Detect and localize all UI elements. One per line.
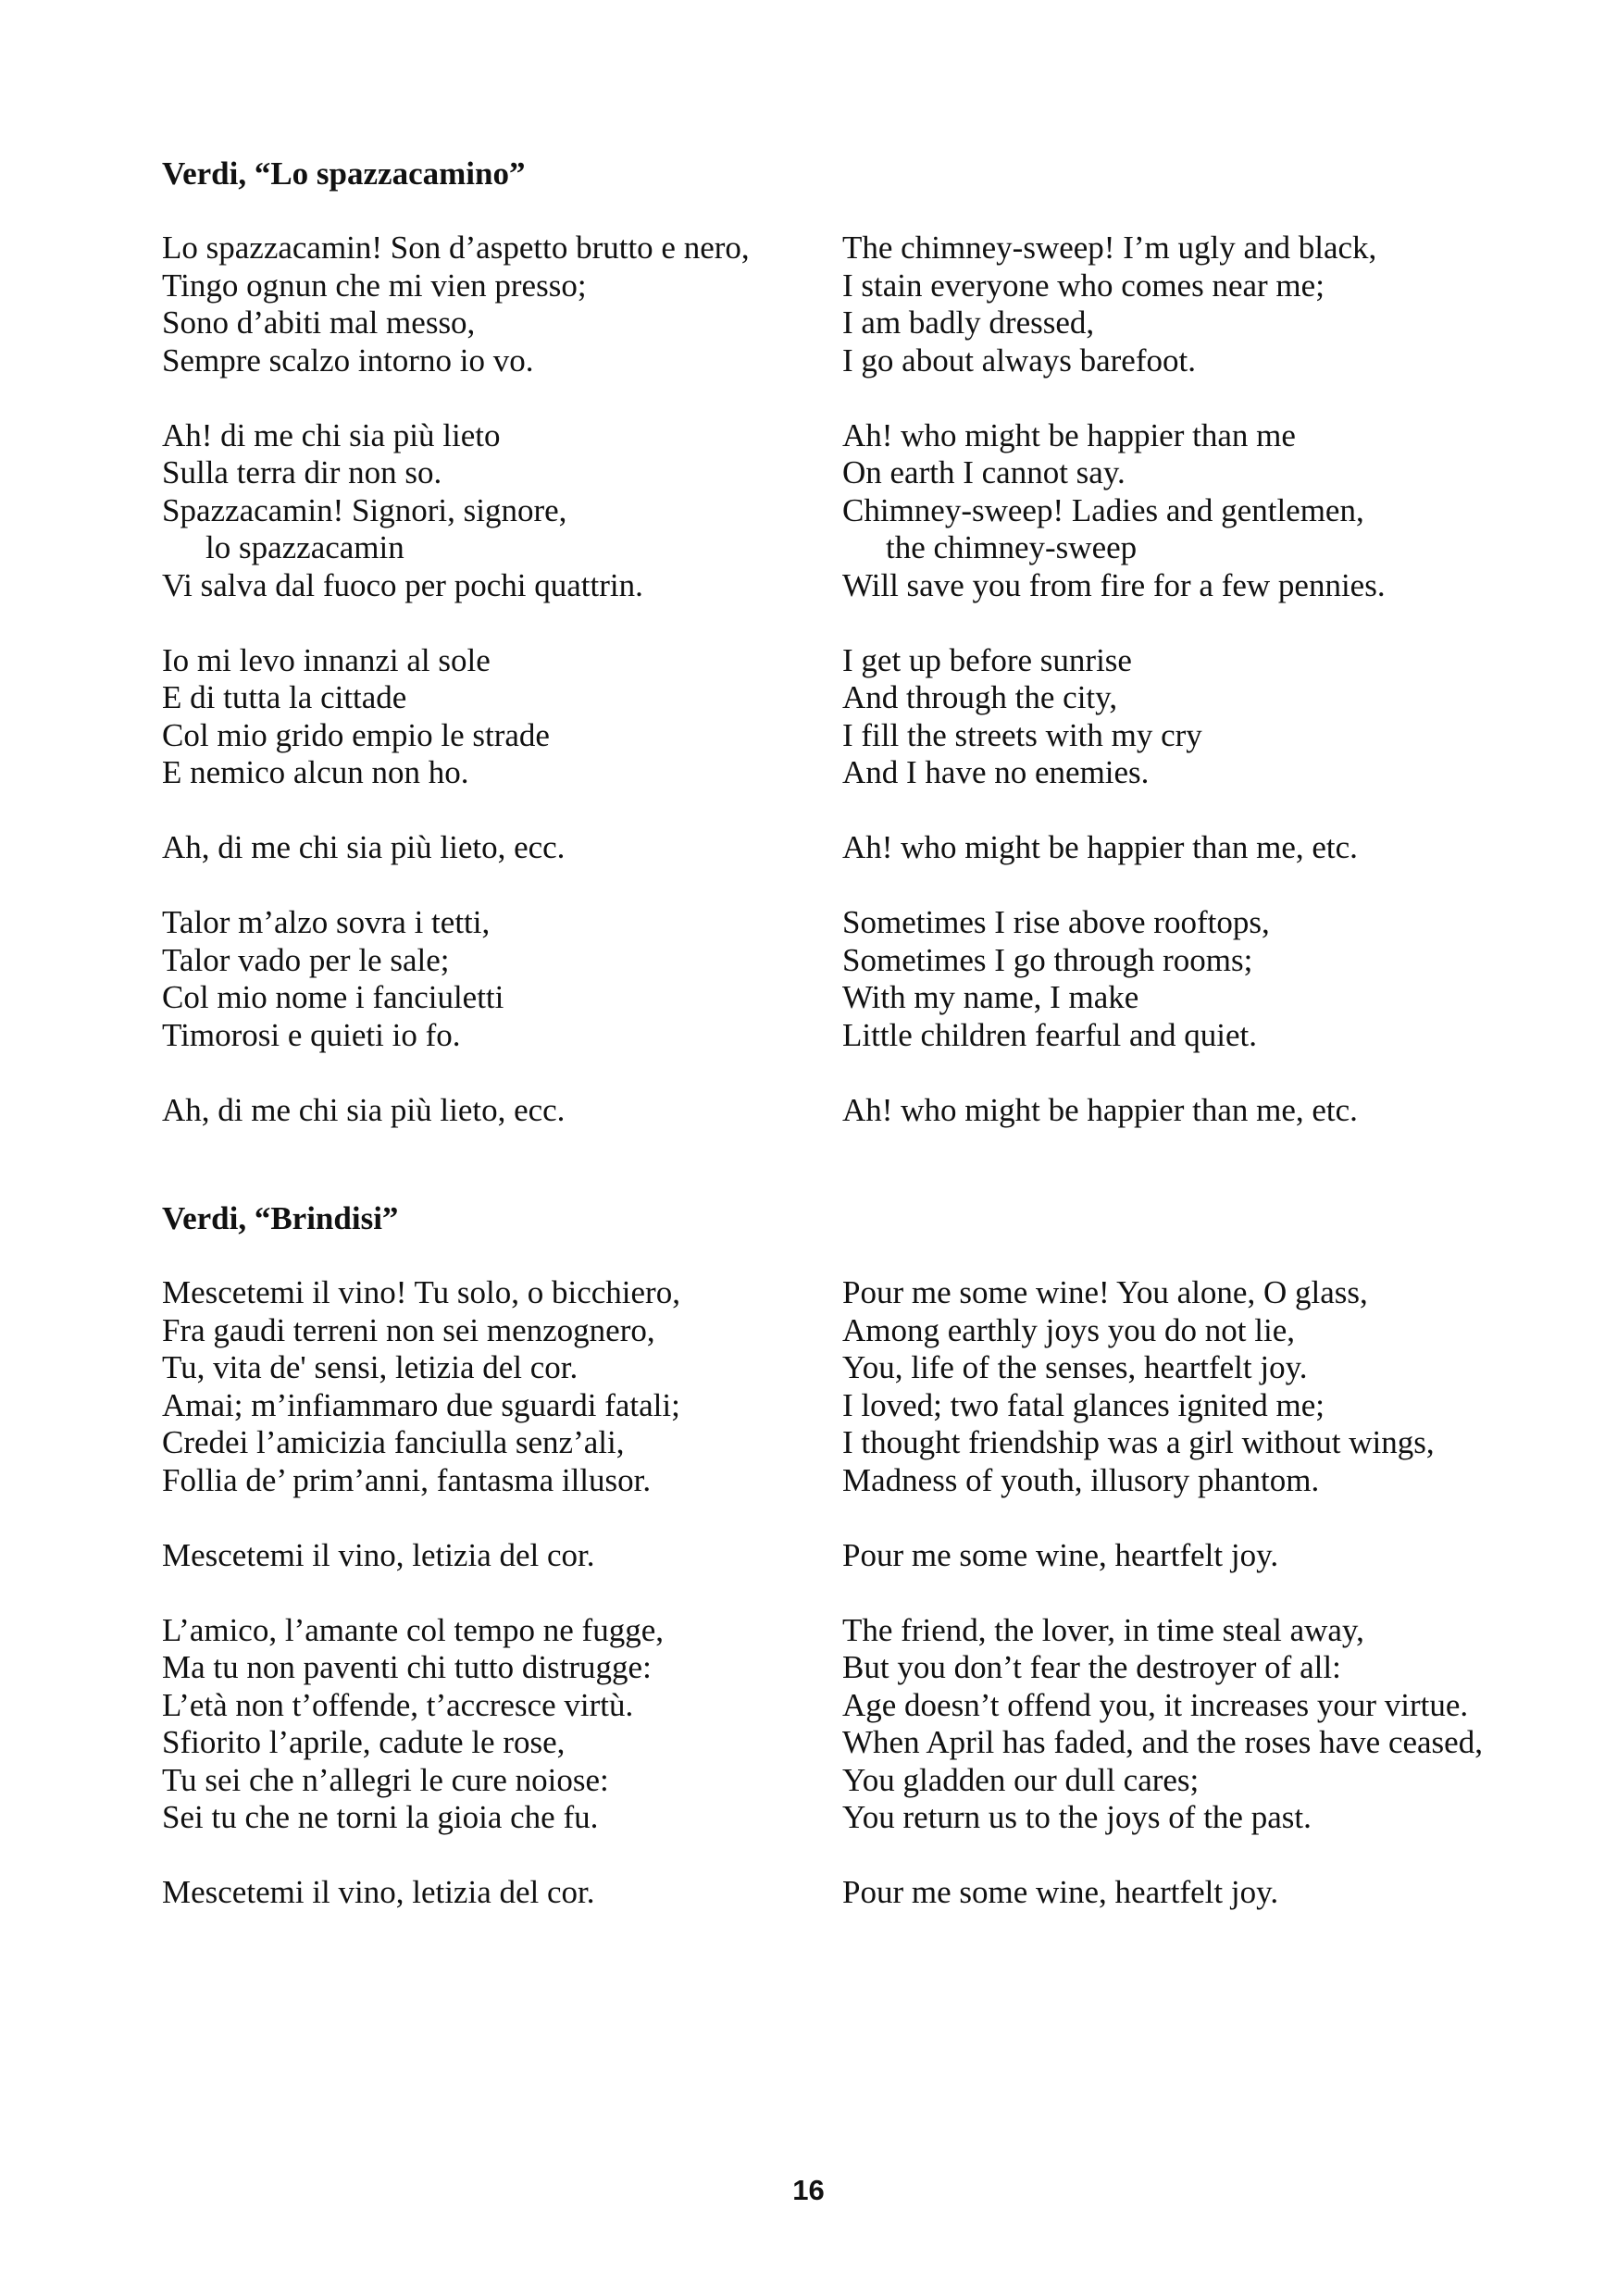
verse-line: Tu sei che n’allegri le cure noiose: (162, 1761, 609, 1798)
stanza (162, 1874, 810, 1912)
verse-line: I thought friendship was a girl without wings, (842, 1424, 1435, 1460)
verse-line: Fra gaudi terreni non sei menzognero, (162, 1311, 655, 1348)
verse-line: lo spazzacamin (205, 529, 404, 565)
verse-line: E di tutta la cittade (162, 679, 407, 715)
verse-line: Col mio grido empio le strade (162, 716, 550, 753)
verse-line: Io mi levo innanzi al sole (162, 641, 491, 678)
verse-line: Among earthly joys you do not lie, (842, 1311, 1295, 1348)
verse-line: Sometimes I rise above rooftops, (842, 904, 1270, 940)
verse-line: I fill the streets with my cry (842, 716, 1202, 753)
verse-line: With my name, I make (842, 979, 1139, 1015)
verse-line: Age doesn’t offend you, it increases your virtue. (842, 1686, 1469, 1723)
verse-line: The friend, the lover, in time steal away, (842, 1611, 1364, 1648)
stanza (162, 829, 810, 867)
verse-line: And through the city, (842, 679, 1118, 715)
stanza (162, 1274, 810, 1499)
verse-line: Will save you from fire for a few pennies. (842, 566, 1386, 603)
verse-line: Mescetemi il vino! Tu solo, o bicchiero, (162, 1274, 680, 1310)
stanza (162, 1092, 810, 1130)
verse-line: Ma tu non paventi chi tutto distrugge: (162, 1649, 652, 1685)
verse-line: You, life of the senses, heartfelt joy. (842, 1349, 1308, 1385)
stanza (162, 1612, 810, 1837)
stanza (842, 1612, 1583, 1837)
page-number: 16 (792, 2174, 825, 2206)
stanza (842, 230, 1583, 379)
verse-line: Madness of youth, illusory phantom. (842, 1461, 1320, 1498)
verse-line: Tingo ognun che mi vien presso; (162, 267, 587, 304)
verse-line: Talor vado per le sale; (162, 941, 450, 978)
verse-line: Ah! who might be happier than me, etc. (842, 829, 1358, 865)
verse-line: Sometimes I go through rooms; (842, 941, 1253, 978)
verse-line: Little children fearful and quiet. (842, 1016, 1258, 1053)
verse-line: And I have no enemies. (842, 754, 1150, 790)
verse-line: Mescetemi il vino, letizia del cor. (162, 1536, 595, 1573)
verse-line: Ah! di me chi sia più lieto (162, 416, 501, 453)
verse-line: Vi salva dal fuoco per pochi quattrin. (162, 566, 643, 603)
verse-line: I am badly dressed, (842, 304, 1095, 341)
stanza (162, 642, 810, 792)
verse-line: Sulla terra dir non so. (162, 454, 442, 490)
stanza (842, 642, 1583, 792)
verse-line: Spazzacamin! Signori, signore, (162, 491, 567, 528)
stanza (842, 1874, 1583, 1912)
verse-line: Pour me some wine! You alone, O glass, (842, 1274, 1368, 1310)
verse-line: Mescetemi il vino, letizia del cor. (162, 1874, 595, 1910)
verse-line: Sempre scalzo intorno io vo. (162, 341, 534, 379)
verse-line: But you don’t fear the destroyer of all: (842, 1649, 1341, 1685)
verse-line: I get up before sunrise (842, 641, 1132, 678)
stanza (842, 1274, 1583, 1499)
song-title-lo-spazzacamino: Verdi, “Lo spazzacamino” (162, 155, 526, 192)
verse-line: L’età non t’offende, t’accresce virtù. (162, 1686, 634, 1723)
verse-line: Amai; m’infiammaro due sguardi fatali; (162, 1386, 680, 1423)
stanza (162, 230, 810, 379)
verse-line: You return us to the joys of the past. (842, 1799, 1312, 1835)
english-translation-lo-spazzacamino (842, 230, 1583, 1167)
verse-line: Pour me some wine, heartfelt joy. (842, 1536, 1279, 1573)
verse-line: The chimney-sweep! I’m ugly and black, (842, 230, 1377, 266)
stanza (842, 1092, 1583, 1130)
verse-line: Talor m’alzo sovra i tetti, (162, 904, 491, 940)
verse-line: the chimney-sweep (886, 529, 1138, 565)
verse-line: I go about always barefoot. (842, 341, 1196, 379)
verse-line: When April has faded, and the roses have ceased, (842, 1724, 1483, 1760)
verse-line: Pour me some wine, heartfelt joy. (842, 1874, 1279, 1910)
verse-line: On earth I cannot say. (842, 454, 1126, 490)
verse-line: Ah, di me chi sia più lieto, ecc. (162, 829, 566, 865)
verse-line: Ah, di me chi sia più lieto, ecc. (162, 1091, 566, 1128)
verse-line: Credei l’amicizia fanciulla senz’ali, (162, 1424, 625, 1460)
verse-line: Lo spazzacamin! Son d’aspetto brutto e nero, (162, 230, 750, 266)
verse-line: Tu, vita de' sensi, letizia del cor. (162, 1349, 578, 1385)
italian-lyrics-lo-spazzacamino (162, 230, 810, 1167)
verse-line: I loved; two fatal glances ignited me; (842, 1386, 1325, 1423)
verse-line: Sei tu che ne torni la gioia che fu. (162, 1799, 599, 1835)
verse-line: Follia de’ prim’anni, fantasma illusor. (162, 1461, 652, 1498)
stanza (842, 1537, 1583, 1575)
verse-line: L’amico, l’amante col tempo ne fugge, (162, 1611, 664, 1648)
english-translation-brindisi (842, 1274, 1583, 1949)
stanza (162, 904, 810, 1054)
verse-line: Chimney-sweep! Ladies and gentlemen, (842, 491, 1364, 528)
verse-line: I stain everyone who comes near me; (842, 267, 1325, 304)
stanza (842, 904, 1583, 1054)
stanza (842, 417, 1583, 605)
verse-line: Sono d’abiti mal messo, (162, 304, 476, 341)
stanza (162, 1537, 810, 1575)
verse-line: Col mio nome i fanciuletti (162, 979, 504, 1015)
verse-line: Ah! who might be happier than me, etc. (842, 1091, 1358, 1128)
verse-line: E nemico alcun non ho. (162, 754, 469, 790)
stanza (162, 417, 810, 605)
italian-lyrics-brindisi (162, 1274, 810, 1949)
verse-line: Timorosi e quieti io fo. (162, 1016, 461, 1053)
verse-line: Ah! who might be happier than me (842, 416, 1296, 453)
verse-line: Sfiorito l’aprile, cadute le rose, (162, 1724, 566, 1760)
verse-line: You gladden our dull cares; (842, 1761, 1200, 1798)
stanza (842, 829, 1583, 867)
song-title-brindisi: Verdi, “Brindisi” (162, 1200, 399, 1236)
